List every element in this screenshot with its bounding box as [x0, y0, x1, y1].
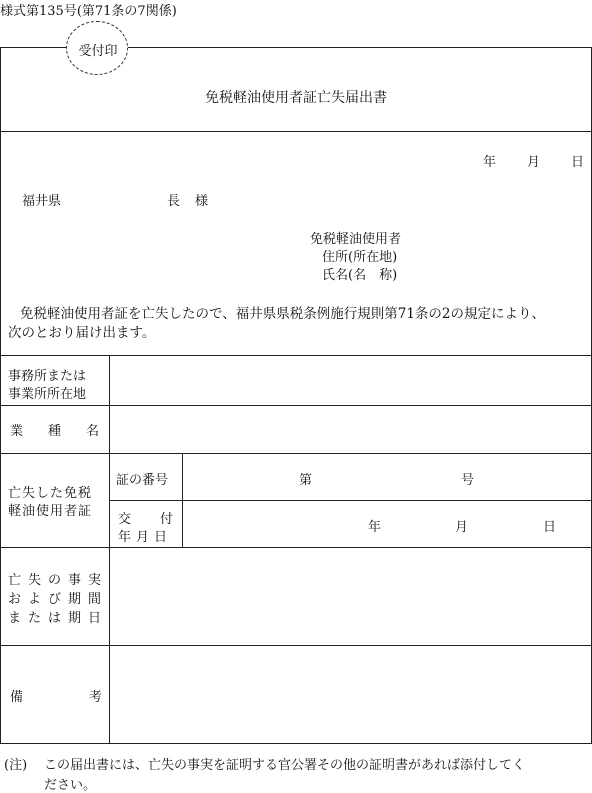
form-number: 様式第135号(第71条の7関係): [0, 4, 177, 19]
office-label-line2: [8, 383, 104, 402]
issue-date-year: 年: [368, 520, 382, 535]
remarks-label: 備考: [10, 690, 169, 705]
issue-date-label-line1: 交付: [118, 512, 203, 527]
office-label-line1: [8, 365, 104, 384]
business-row-divider: [0, 453, 592, 454]
note-text-line1: この届出書には、亡失の事実を証明する官公署その他の証明書があれば添付してく: [44, 758, 526, 773]
facts-label-line1: 亡失の事実: [8, 573, 109, 588]
issue-date-day: 日: [543, 520, 557, 535]
lost-cert-label-line2: 軽油使用者証: [8, 504, 93, 519]
title-divider: [0, 131, 592, 132]
facts-label-line2: および期間: [8, 592, 109, 607]
left-border: [0, 47, 1, 744]
date-month: 月: [527, 155, 541, 170]
lost-cert-row-divider: [0, 547, 592, 548]
form-title: 免税軽油使用者証亡失届出書: [205, 90, 387, 106]
note-text-line2: ださい。: [44, 778, 97, 793]
date-day: 日: [571, 155, 585, 170]
office-row-divider: [0, 405, 592, 406]
body-text-line1: 免税軽油使用者証を亡失したので、福井県県税条例施行規則第71条の2の規定により、: [20, 306, 545, 322]
applicant-name-label: 氏名(名 称): [322, 268, 398, 283]
addressee-honorific: 様: [195, 194, 209, 209]
issue-date-month: 月: [455, 520, 469, 535]
cert-number-label: 証の番号: [116, 473, 169, 488]
bottom-border: [0, 743, 592, 744]
applicant-address-label: 住所(所在地): [322, 250, 398, 265]
office-label-text1: 事務所または: [8, 369, 87, 384]
addressee-title: 長: [167, 194, 181, 209]
receipt-stamp-label: 受付印: [78, 44, 118, 59]
addressee-prefecture: 福井県: [22, 194, 62, 209]
facts-label-line3: または期日: [8, 611, 109, 626]
office-label-text2: 事業所所在地: [8, 387, 87, 402]
body-divider: [0, 355, 592, 356]
date-year: 年: [483, 155, 497, 170]
business-type-label: 業種名: [10, 424, 125, 439]
facts-row-divider: [0, 645, 592, 646]
cert-number-prefix: 第: [299, 473, 313, 488]
cert-number-suffix: 号: [461, 473, 475, 488]
cert-number-divider: [109, 500, 592, 501]
issue-date-label-line2: 年月日: [118, 530, 173, 545]
note-label: (注): [4, 758, 28, 773]
applicant-heading: 免税軽油使用者: [310, 232, 402, 247]
lost-cert-label-line1: 亡失した免税: [8, 486, 93, 501]
body-text-line2: 次のとおり届け出ます。: [8, 325, 156, 341]
